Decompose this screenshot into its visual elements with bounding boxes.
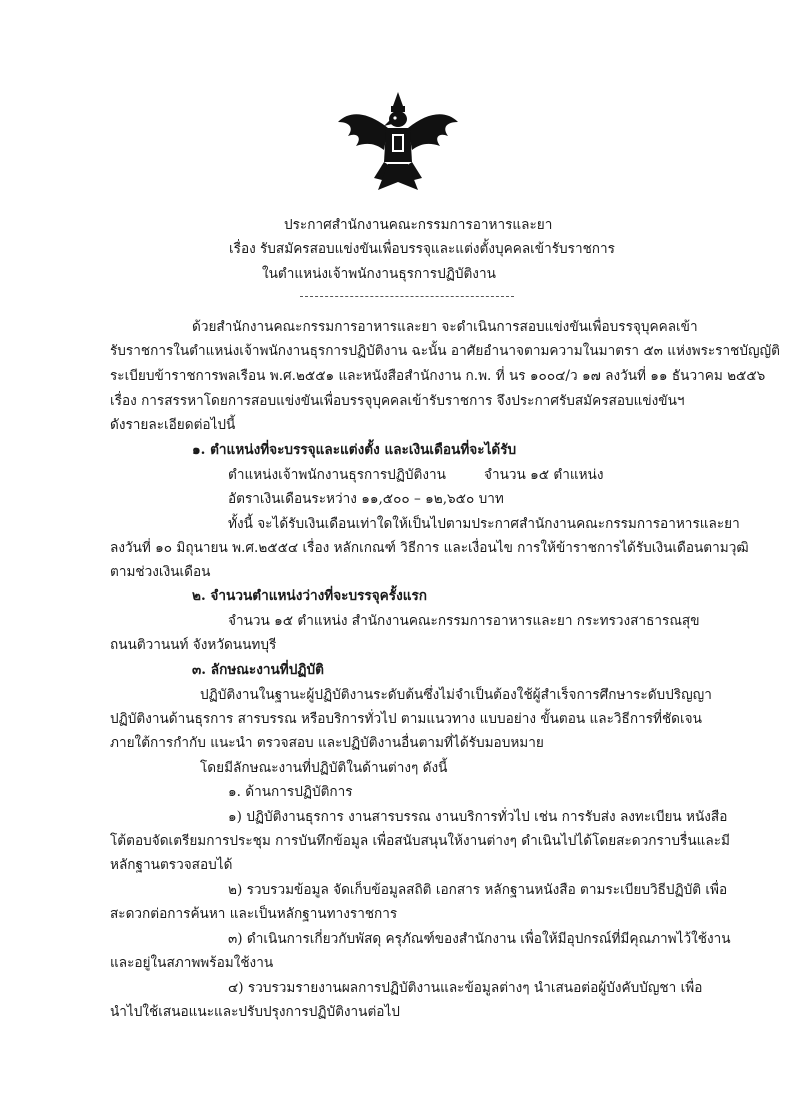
duty-item-line: และอยู่ในสภาพพร้อมใช้งาน <box>110 955 274 971</box>
intro-line: ระเบียบข้าราชการพลเรือน พ.ศ.๒๕๕๑ และหนังสือสำนักงาน ก.พ. ที่ นร ๑๐๐๔/ว ๑๗ ลงวันที่ ๑๑ ธันวาคม ๒๕๕๖ <box>110 368 766 384</box>
section3-line: ปฏิบัติงานในฐานะผู้ปฏิบัติงานระดับต้นซึ่งไม่จำเป็นต้องใช้ผู้สำเร็จการศึกษาระดับปริญญา <box>200 687 712 703</box>
section2-line: ถนนติวานนท์ จังหวัดนนทบุรี <box>110 637 277 653</box>
duty-item-line: หลักฐานตรวจสอบได้ <box>110 857 233 873</box>
section3-line: ปฏิบัติงานด้านธุรการ สารบรรณ หรือบริการทั่วไป ตามแนวทาง แบบอย่าง ขั้นตอน และวิธีการที่ชัดเจน <box>110 711 702 727</box>
duty-item-line: โต้ตอบจัดเตรียมการประชุม การบันทึกข้อมูล เพื่อสนับสนุนให้งานต่างๆ ดำเนินไปได้โดยสะดวกราบรื่นและมี <box>110 833 730 849</box>
subject-line-2: ในตำแหน่งเจ้าพนักงานธุรการปฏิบัติงาน <box>262 266 496 282</box>
salary-range: อัตราเงินเดือนระหว่าง ๑๑,๕๐๐ – ๑๒,๖๕๐ บาท <box>228 491 504 507</box>
duty-item-line: ๓) ดำเนินการเกี่ยวกับพัสดุ ครุภัณฑ์ของสำนักงาน เพื่อให้มีอุปกรณ์ที่มีคุณภาพไว้ใช้งาน <box>228 931 731 947</box>
position-name: ตำแหน่งเจ้าพนักงานธุรการปฏิบัติงาน <box>228 467 446 483</box>
salary-note-line: ตามช่วงเงินเดือน <box>110 564 211 580</box>
section1-heading: ๑. ตำแหน่งที่จะบรรจุและแต่งตั้ง และเงินเดือนที่จะได้รับ <box>192 442 517 458</box>
duty-item-line: ๔) รวบรวมรายงานผลการปฏิบัติงานและข้อมูลต่างๆ นำเสนอต่อผู้บังคับบัญชา เพื่อ <box>228 980 703 996</box>
section3-heading: ๓. ลักษณะงานที่ปฏิบัติ <box>192 662 324 678</box>
section3-line: ภายใต้การกำกับ แนะนำ ตรวจสอบ และปฏิบัติงานอื่นตามที่ได้รับมอบหมาย <box>110 735 544 751</box>
salary-note-line: ลงวันที่ ๑๐ มิถุนายน พ.ศ.๒๕๕๔ เรื่อง หลักเกณฑ์ วิธีการ และเงื่อนไข การให้ข้าราชการได้รับเงินเดือนตามวุฒิ <box>110 540 749 556</box>
section2-line: จำนวน ๑๕ ตำแหน่ง สำนักงานคณะกรรมการอาหารและยา กระทรวงสาธารณสุข <box>228 613 700 629</box>
duty-item-line: ๑) ปฏิบัติงานธุรการ งานสารบรรณ งานบริการทั่วไป เช่น การรับส่ง ลงทะเบียน หนังสือ <box>228 809 728 825</box>
duty-item-line: สะดวกต่อการค้นหา และเป็นหลักฐานทางราชการ <box>110 906 398 922</box>
duty-item-line: ๒) รวบรวมข้อมูล จัดเก็บข้อมูลสถิติ เอกสาร หลักฐานหนังสือ ตามระเบียบวิธีปฏิบัติ เพื่อ <box>228 882 728 898</box>
duty-item-line: นำไปใช้เสนอแนะและปรับปรุงการปฏิบัติงานต่อไป <box>110 1004 400 1020</box>
subject-label: เรื่อง <box>229 241 256 257</box>
intro-line: ด้วยสำนักงานคณะกรรมการอาหารและยา จะดำเนินการสอบแข่งขันเพื่อบรรจุบุคคลเข้า <box>192 319 698 335</box>
intro-line: รับราชการในตำแหน่งเจ้าพนักงานธุรการปฏิบัติงาน ฉะนั้น อาศัยอำนาจตามความในมาตรา ๕๓ แห่งพระราชบัญญัติ <box>110 343 780 359</box>
section2-heading: ๒. จำนวนตำแหน่งว่างที่จะบรรจุครั้งแรก <box>192 588 428 604</box>
section3-subheading: ๑. ด้านการปฏิบัติการ <box>228 784 353 800</box>
salary-note-line: ทั้งนี้ จะได้รับเงินเดือนเท่าใดให้เป็นไปตามประกาศสำนักงานคณะกรรมการอาหารและยา <box>228 516 740 532</box>
garuda-emblem-icon <box>338 92 458 192</box>
intro-line: ดังรายละเอียดต่อไปนี้ <box>110 417 236 433</box>
announcement-title: ประกาศสำนักงานคณะกรรมการอาหารและยา <box>284 217 553 233</box>
position-quantity: จำนวน ๑๕ ตำแหน่ง <box>484 467 604 483</box>
intro-line: เรื่อง การสรรหาโดยการสอบแข่งขันเพื่อบรรจุบุคคลเข้ารับราชการ จึงประกาศรับสมัครสอบแข่งขันฯ <box>110 393 685 409</box>
section3-line: โดยมีลักษณะงานที่ปฏิบัติในด้านต่างๆ ดังนี้ <box>200 760 448 776</box>
subject-line-1: รับสมัครสอบแข่งขันเพื่อบรรจุและแต่งตั้งบุคคลเข้ารับราชการ <box>260 241 615 257</box>
divider <box>300 296 514 297</box>
